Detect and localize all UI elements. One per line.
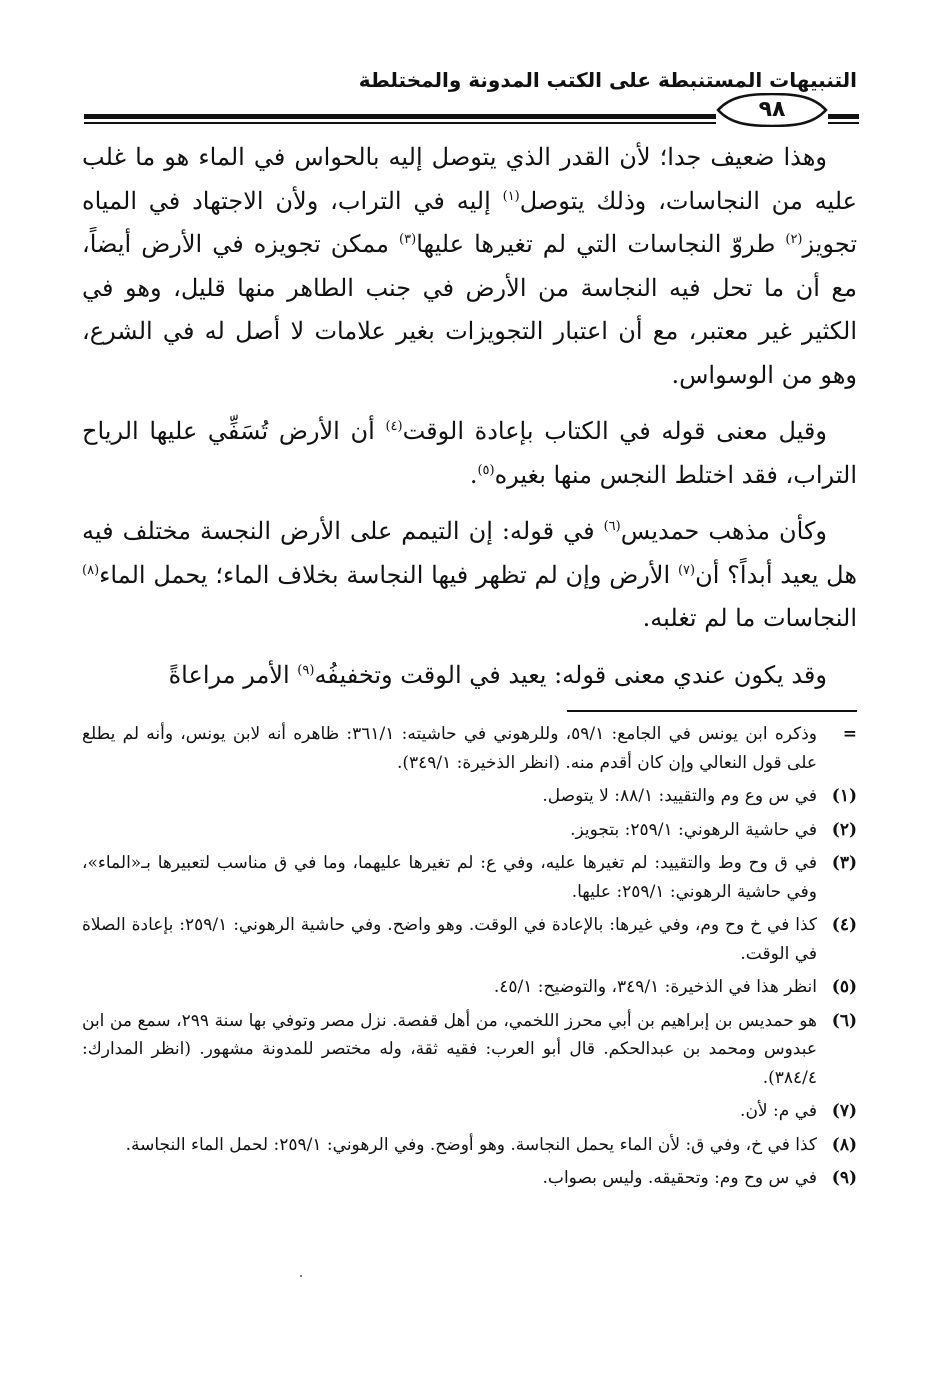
footnote-mark: (٨) bbox=[831, 1134, 857, 1155]
footnote-text: في س وع وم والتقييد: ٨٨/١: لا يتوصل. bbox=[542, 786, 817, 806]
text-run: وقد يكون عندي معنى قوله: يعيد في الوقت وتخفيفُه bbox=[314, 660, 827, 689]
footnote-mark: (٧) bbox=[831, 1101, 857, 1121]
footnote-ref[interactable]: (٣) bbox=[399, 232, 417, 247]
footnote-mark: (١) bbox=[831, 786, 857, 806]
paragraph bbox=[82, 510, 857, 641]
footnote-8 bbox=[82, 1131, 857, 1160]
footnote-text: كذا في خ وح وم، وفي غيرها: بالإعادة في الوقت. وهو واضح. وفي حاشية الرهوني: ٢٥٩/١: بإعادة الصلاة في الوقت. bbox=[82, 915, 817, 964]
text-run: وقيل معنى قوله في الكتاب بإعادة الوقت bbox=[402, 417, 827, 445]
text-run: في قوله: إن التيمم على الأرض النجسة مختلف فيه هل يعيد أبداً؟ أن bbox=[82, 517, 858, 589]
footnote-mark: (٤) bbox=[831, 915, 857, 935]
footnote-text: هو حمديس بن إبراهيم بن أبي محرز اللخمي، من أهل قفصة. نزل مصر وتوفي بها سنة ٢٩٩، سمع من ابن عبدوس ومحمد بن عبدالحكم. قال أبو العرب: فقيه ثقة، وله مختصر للمدونة مشهور. (انظر المدارك: ٣٨٤/٤). bbox=[82, 1010, 818, 1088]
footnote-ref[interactable]: (٤) bbox=[385, 419, 403, 434]
footnote-ref[interactable]: (٨) bbox=[82, 562, 100, 578]
text-run: النجاسات ما لم تغلبه. bbox=[642, 604, 857, 632]
footnote-1 bbox=[82, 782, 857, 811]
footnote-text: كذا في خ، وفي ق: لأن الماء يحمل النجاسة. وهو أوضح. وفي الرهوني: ٢٥٩/١: لحمل الماء النجاسة. bbox=[125, 1134, 817, 1155]
footnote-ref[interactable]: (٥) bbox=[477, 462, 495, 478]
footnote-ref[interactable]: (٦) bbox=[603, 519, 621, 534]
paragraph bbox=[82, 410, 857, 497]
print-speck bbox=[300, 1275, 302, 1277]
footnote-mark: (٩) bbox=[831, 1168, 857, 1188]
text-run: طروّ النجاسات التي لم تغيرها عليها bbox=[416, 230, 786, 258]
text-run: . bbox=[469, 460, 478, 489]
footnote-ref[interactable]: (٧) bbox=[677, 562, 696, 578]
page-number-badge bbox=[716, 93, 828, 127]
footnote-9 bbox=[82, 1164, 857, 1193]
text-run: ممكن تجويزه في الأرض أيضاً، مع أن ما تحل فيه النجاسة من الأرض في جنب الطاهر منها قليل، وهو في الكثير غير معتبر، مع أن اعتبار التجويزات بغير علامات لا أصل له في الشرع، وهو من الوسواس. bbox=[82, 230, 857, 389]
footnote-text: وذكره ابن يونس في الجامع: ٥٩/١، وللرهوني في حاشيته: ٣٦١/١: ظاهره أنه لابن يونس، وأنه لم يطلع على قول النعالي وإن كان أقدم منه. (انظر الذخيرة: ٣٤٩/١). bbox=[82, 724, 818, 773]
footnote-separator bbox=[567, 710, 857, 712]
footnote-text: في حاشية الرهوني: ٢٥٩/١: بتجويز. bbox=[570, 819, 817, 840]
page-number: ٩٨ bbox=[758, 97, 786, 122]
footnote-2 bbox=[82, 816, 857, 845]
footnote-mark: (٢) bbox=[831, 819, 857, 840]
footnote-ref[interactable]: (٢) bbox=[785, 232, 803, 247]
text-run: وكأن مذهب حمديس bbox=[620, 517, 827, 545]
footnote-text: في ق وح وط والتقييد: لم تغيرها عليه، وفي ع: لم تغيرها عليهما، وما في ق مناسب لتعبيرها بـ«الماء»، وفي حاشية الرهوني: ٢٥٩/١: عليها. bbox=[82, 853, 817, 902]
footnotes bbox=[82, 720, 857, 1198]
text-run: وهذا ضعيف جدا؛ لأن القدر الذي يتوصل إليه بالحواس في الماء هو ما غلب عليه من النجاسات، وذلك يتوصل bbox=[82, 143, 857, 215]
footnote-5 bbox=[82, 973, 857, 1002]
text-run: أن الأرض تُسَفِّي عليها الرياح التراب، فقد اختلط النجس منها بغيره bbox=[82, 417, 857, 489]
footnote-text: انظر هذا في الذخيرة: ٣٤٩/١، والتوضيح: ٤٥/١. bbox=[493, 977, 817, 997]
paragraph bbox=[82, 136, 857, 397]
footnote-3 bbox=[82, 849, 857, 906]
footnote-mark: (٦) bbox=[831, 1010, 857, 1031]
main-text bbox=[82, 136, 857, 710]
footnote-6 bbox=[82, 1007, 857, 1093]
footnote-text: في م: لأن. bbox=[740, 1101, 817, 1121]
footnote-4 bbox=[82, 911, 857, 968]
footnote-text: في س وح وم: وتحقيقه. وليس بصواب. bbox=[542, 1168, 817, 1188]
text-run: إليه في التراب، ولأن الاجتهاد في المياه تجويز bbox=[82, 186, 857, 258]
footnote-mark: (٣) bbox=[831, 853, 857, 873]
footnote-mark: = bbox=[842, 724, 857, 744]
paragraph bbox=[82, 654, 857, 698]
footnote-continued bbox=[82, 720, 857, 777]
footnote-ref[interactable]: (١) bbox=[502, 188, 520, 204]
text-run: الأرض وإن لم تظهر فيها النجاسة بخلاف الماء؛ يحمل الماء bbox=[99, 560, 678, 589]
footnote-mark: (٥) bbox=[831, 977, 857, 997]
running-title: التنبيهات المستنبطة على الكتب المدونة والمختلطة bbox=[358, 68, 857, 92]
footnote-7 bbox=[82, 1097, 857, 1126]
text-run: الأمر مراعاةً bbox=[168, 660, 298, 689]
footnote-ref[interactable]: (٩) bbox=[297, 662, 315, 678]
